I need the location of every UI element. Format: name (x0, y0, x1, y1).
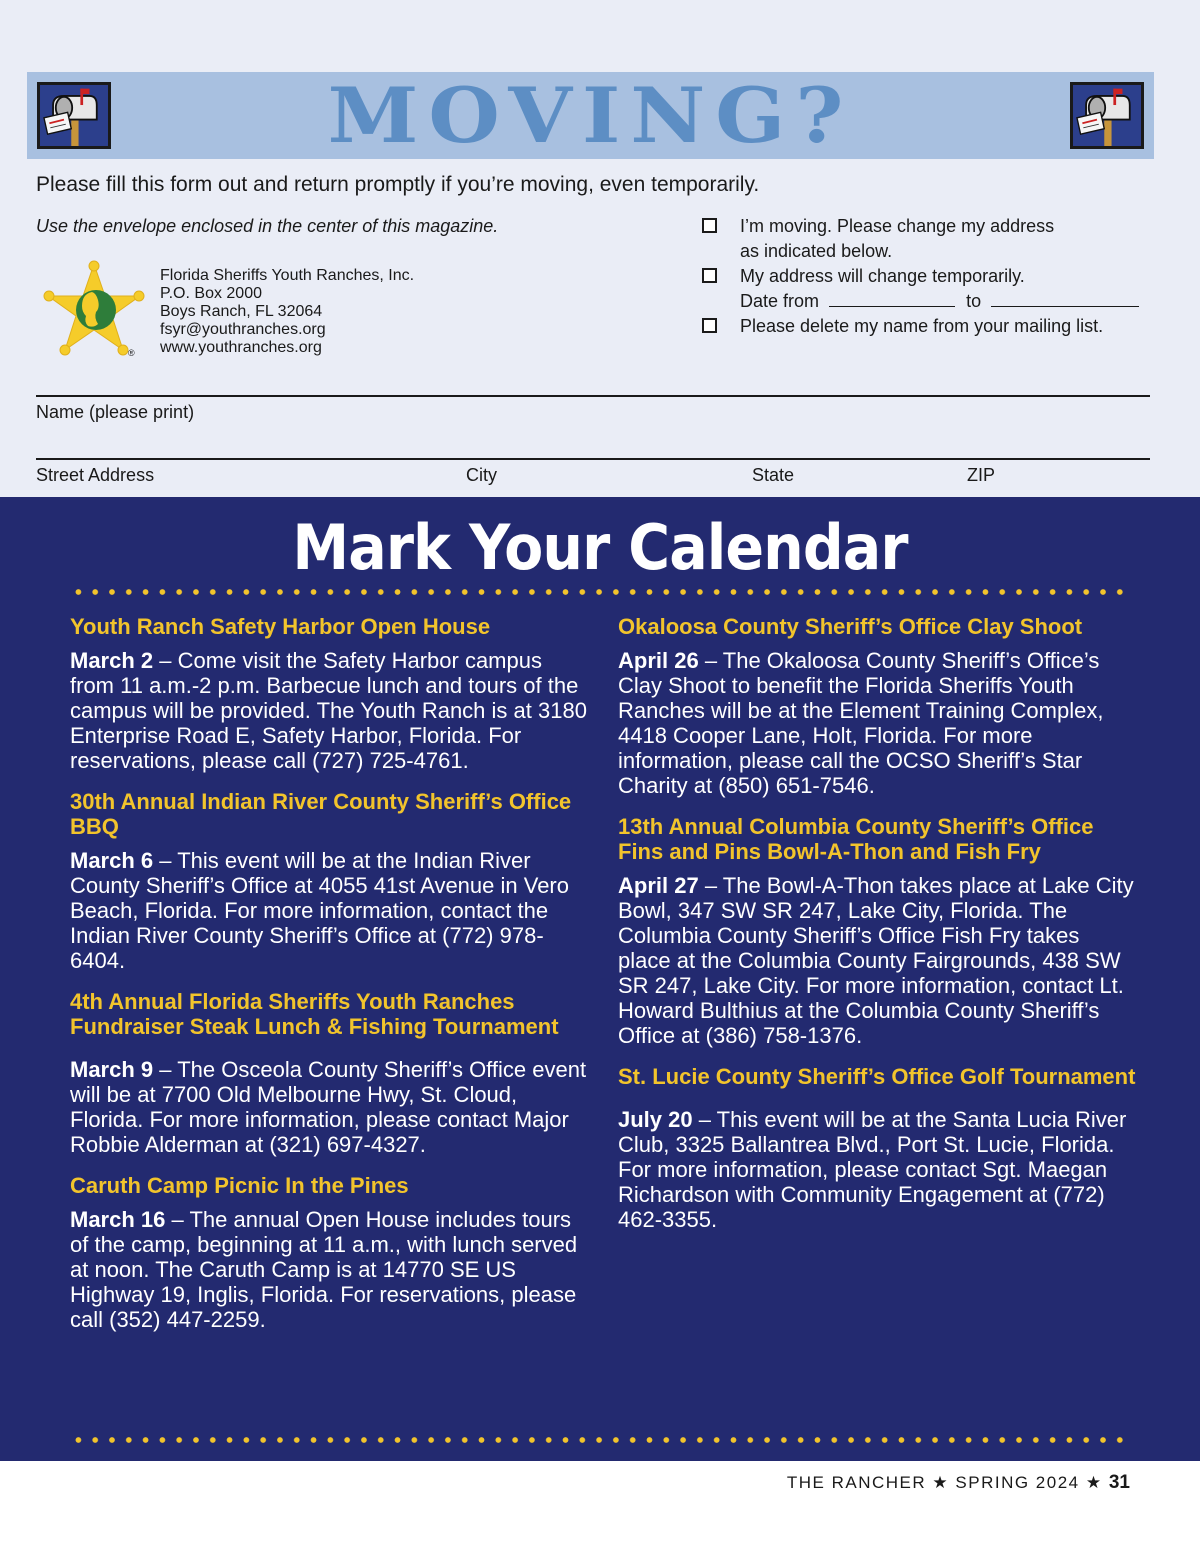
city-label: City (466, 465, 497, 485)
date-from-blank[interactable] (829, 291, 955, 307)
banner-title: MOVING? (327, 71, 854, 161)
event-item (618, 814, 1138, 1048)
event-item (70, 989, 590, 1157)
event-date: March 16 (70, 1207, 166, 1232)
star-separator-icon: ★ (1085, 1473, 1103, 1492)
name-line[interactable] (36, 395, 1150, 397)
event-body (618, 873, 1138, 1048)
event-date: April 26 (618, 648, 699, 673)
form-options (702, 214, 1172, 339)
dotted-divider-top (70, 588, 1132, 596)
checkbox-delete[interactable] (702, 318, 717, 333)
moving-banner (27, 72, 1154, 159)
event-description: – The Osceola County Sheriff’s Office event will be at 7700 Old Melbourne Hwy, St. Cloud, Florida. For more information, please contact Major Robbie Alderman at (321) 697-4327. (70, 1057, 587, 1157)
option-delete (702, 314, 1172, 339)
registered-mark: ® (128, 348, 135, 358)
event-date: March 9 (70, 1057, 154, 1082)
calendar-title: Mark Your Calendar (292, 511, 908, 584)
envelope-note: Use the envelope enclosed in the center of this magazine. (36, 216, 499, 236)
org-name: Florida Sheriffs Youth Ranches, Inc. (160, 267, 415, 284)
checkbox-moving[interactable] (702, 218, 717, 233)
date-to-blank[interactable] (991, 291, 1139, 307)
option-temporary-line1: My address will change temporarily. (740, 266, 1025, 286)
event-description: – This event will be at the Santa Lucia River Club, 3325 Ballantrea Blvd., Port St. Lucie, Florida. For more information, please contact Sgt. Maegan Richardson with Community Engagement at (772) 462-3355. (618, 1107, 1127, 1232)
event-title: Okaloosa County Sheriff’s Office Clay Shoot (618, 614, 1083, 639)
option-temporary (702, 264, 1172, 314)
event-item (618, 1064, 1138, 1232)
date-from-label: Date from (740, 291, 820, 311)
event-date: March 2 (70, 648, 154, 673)
event-item (70, 1173, 590, 1332)
event-title: 13th Annual Columbia County Sheriff’s Office Fins and Pins Bowl-A-Thon and Fish Fry (618, 814, 1094, 864)
page-footer (787, 1472, 1130, 1494)
event-title: St. Lucie County Sheriff’s Office Golf Tournament (618, 1064, 1136, 1089)
event-date: July 20 (618, 1107, 693, 1132)
event-description: – The Okaloosa County Sheriff’s Office’s Clay Shoot to benefit the Florida Sheriffs Youth Ranches will be at the Element Training Complex, 4418 Cooper Lane, Holt, Florida. For more information, please call the OCSO Sheriff’s Star Charity at (850) 651-7546. (618, 648, 1104, 798)
form-intro: Please fill this form out and return promptly if you’re moving, even temporarily. (36, 173, 760, 196)
event-description: – This event will be at the Indian River County Sheriff’s Office at 4055 41st Avenue in Vero Beach, Florida. For more information, contact the Indian River County Sheriff’s Office at (772) 978-6404. (70, 848, 569, 973)
calendar-section (0, 497, 1200, 1461)
page-number: 31 (1108, 1472, 1130, 1493)
org-po-box: P.O. Box 2000 (160, 285, 262, 302)
event-date: April 27 (618, 873, 699, 898)
event-body (70, 1207, 590, 1332)
event-description: – The annual Open House includes tours of the camp, beginning at 11 a.m., with lunch served at noon. The Caruth Camp is at 14770 SE US Highway 19, Inglis, Florida. For reservations, please call (352) 447-2259. (70, 1207, 578, 1332)
publication-name: THE RANCHER (786, 1473, 927, 1492)
option-moving-line2: as indicated below. (740, 241, 893, 261)
events-column-left (70, 614, 590, 1348)
date-range-row (740, 289, 1172, 314)
event-body (70, 1057, 590, 1157)
mailbox-icon (1070, 82, 1144, 149)
event-date: March 6 (70, 848, 154, 873)
event-item (618, 614, 1138, 798)
event-title: Youth Ranch Safety Harbor Open House (70, 614, 491, 639)
state-label: State (752, 465, 795, 485)
org-address (160, 267, 414, 357)
event-description: – Come visit the Safety Harbor campus from 11 a.m.-2 p.m. Barbecue lunch and tours of the campus will be provided. The Youth Ranch is at 3180 Enterprise Road E, Safety Harbor, Florida. For reservations, please call (727) 725-4761. (70, 648, 587, 773)
org-email: fsyr@youthranches.org (160, 321, 326, 338)
event-body (70, 848, 590, 973)
org-website: www.youthranches.org (160, 339, 322, 356)
date-to-label: to (966, 291, 982, 311)
events-column-right (618, 614, 1138, 1248)
event-title: Caruth Camp Picnic In the Pines (70, 1173, 409, 1198)
event-title: 4th Annual Florida Sheriffs Youth Ranches Fundraiser Steak Lunch & Fishing Tournament (70, 989, 559, 1039)
sheriff-star-logo (42, 260, 146, 360)
zip-label: ZIP (967, 465, 996, 485)
dotted-divider-bottom (70, 1436, 1132, 1444)
address-change-form (0, 0, 1200, 497)
checkbox-temporary[interactable] (702, 268, 717, 283)
org-city-state: Boys Ranch, FL 32064 (160, 303, 323, 320)
event-title: 30th Annual Indian River County Sheriff’s Office BBQ (70, 789, 572, 839)
option-moving (702, 214, 1172, 264)
event-description: – The Bowl-A-Thon takes place at Lake City Bowl, 347 SW SR 247, Lake City, Florida. The Columbia County Sheriff’s Office Fish Fry takes place at the Columbia County Fairgrounds, 438 SW SR 247, Lake City. For more information, contact Lt. Howard Bulthius at the Columbia County Sheriff’s Office at (386) 758-1376. (618, 873, 1134, 1048)
event-body (618, 1107, 1138, 1232)
star-separator-icon: ★ (932, 1473, 950, 1492)
name-label: Name (please print) (36, 402, 195, 422)
event-item (70, 789, 590, 973)
option-moving-line1: I’m moving. Please change my address (740, 216, 1055, 236)
option-delete-label: Please delete my name from your mailing list. (740, 316, 1104, 336)
event-body (70, 648, 590, 773)
event-body (618, 648, 1138, 798)
street-label: Street Address (36, 465, 155, 485)
issue-name: SPRING 2024 (955, 1473, 1080, 1492)
address-line[interactable] (36, 458, 1150, 460)
event-item (70, 614, 590, 773)
